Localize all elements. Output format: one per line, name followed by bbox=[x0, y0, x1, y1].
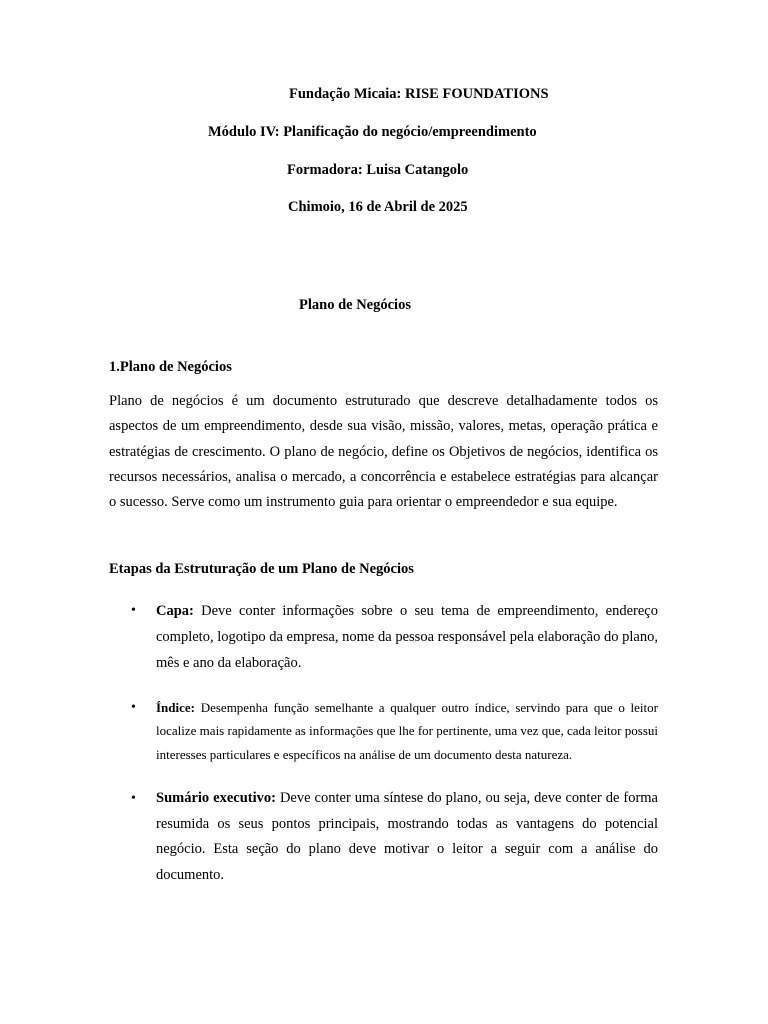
section-heading-etapas: Etapas da Estruturação de um Plano de Negócios bbox=[109, 561, 414, 577]
bullet-icon: • bbox=[131, 790, 136, 806]
item-text: Deve conter uma síntese do plano, ou seja, deve conter de forma resumida os seus pontos principais, mostrando todas as vantagens do potencial negócio. Esta seção do plano deve motivar o leitor a seguir com a análise do documento. bbox=[156, 789, 658, 883]
item-label: Capa: bbox=[156, 603, 194, 619]
item-text: Desempenha função semelhante a qualquer outro índice, servindo para que o leitor localize mais rapidamente as informações que lhe for pertinente, uma vez que, cada leitor possui interesses particulares e específicos na análise de um documento desta natureza. bbox=[156, 700, 658, 762]
section-heading-plano: 1.Plano de Negócios bbox=[109, 359, 232, 375]
module-title: Módulo IV: Planificação do negócio/empreendimento bbox=[208, 124, 537, 140]
section-paragraph: Plano de negócios é um documento estruturado que descreve detalhadamente todos os aspectos de um empreendimento, desde sua visão, missão, valores, metas, operação prática e estratégias de crescimento. O plano de negócio, define os Objetivos de negócios, identifica os recursos necessários, analisa o mercado, a concorrência e estabelece estratégias para alcançar o sucesso. Serve como um instrumento guia para orientar o empreendedor e sua equipe. bbox=[109, 393, 658, 511]
place-date: Chimoio, 16 de Abril de 2025 bbox=[288, 199, 468, 215]
list-item-sumario bbox=[109, 786, 658, 889]
document-title: Plano de Negócios bbox=[299, 297, 411, 313]
foundation-title: Fundação Micaia: RISE FOUNDATIONS bbox=[289, 86, 549, 102]
steps-list bbox=[109, 598, 658, 889]
trainer-name: Formadora: Luisa Catangolo bbox=[287, 162, 469, 178]
item-text: Deve conter informações sobre o seu tema de empreendimento, endereço completo, logotipo da empresa, nome da pessoa responsável pela elaboração do plano, mês e ano da elaboração. bbox=[156, 603, 658, 671]
bullet-icon: • bbox=[131, 603, 136, 618]
list-item-capa bbox=[109, 598, 658, 676]
bullet-icon: • bbox=[131, 700, 136, 715]
item-label: Sumário executivo: bbox=[156, 789, 276, 806]
item-label: Índice: bbox=[156, 700, 195, 715]
list-item-indice bbox=[109, 696, 658, 766]
